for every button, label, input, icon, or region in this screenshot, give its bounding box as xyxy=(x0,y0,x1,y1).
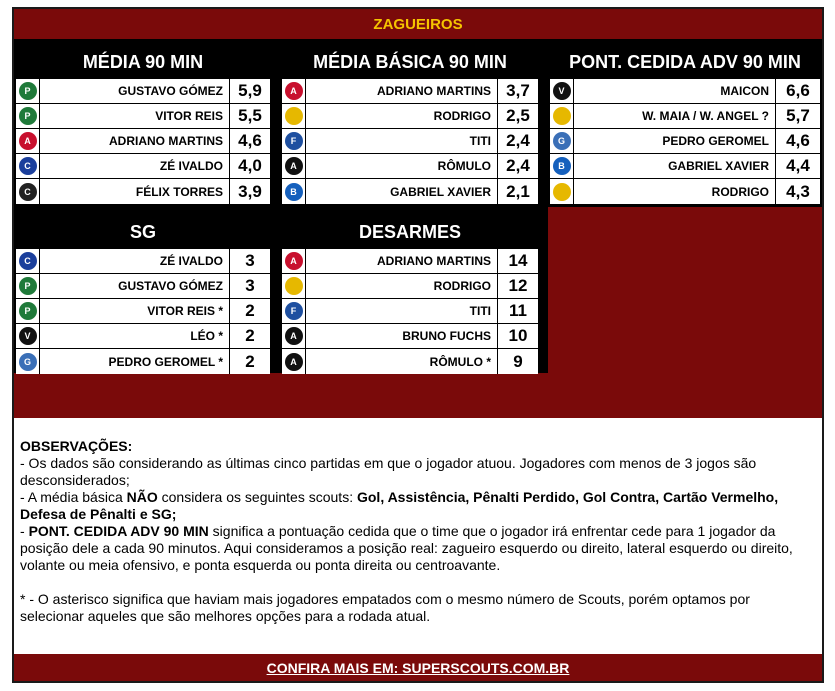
player-name: ADRIANO MARTINS xyxy=(306,249,498,273)
player-name: ZÉ IVALDO xyxy=(40,249,230,273)
player-row xyxy=(550,129,820,154)
team-crest-cell xyxy=(282,104,306,128)
palmeiras-crest-icon: P xyxy=(19,82,37,100)
player-name: PEDRO GEROMEL * xyxy=(40,349,230,374)
player-name: ADRIANO MARTINS xyxy=(306,79,498,103)
team-crest-cell xyxy=(16,179,40,204)
player-value: 3 xyxy=(245,251,255,270)
player-row xyxy=(282,299,538,324)
player-value: 2 xyxy=(245,301,255,320)
gremio-crest-icon: G xyxy=(19,353,37,371)
player-list xyxy=(282,79,538,204)
team-crest-cell xyxy=(282,299,306,323)
player-row xyxy=(282,249,538,274)
palmeiras-crest-icon: P xyxy=(19,277,37,295)
player-row xyxy=(16,299,270,324)
bahia-crest-icon: B xyxy=(285,183,303,201)
team-crest-cell xyxy=(282,79,306,103)
player-name: VITOR REIS xyxy=(40,104,230,128)
fortaleza-crest-icon: F xyxy=(285,132,303,150)
vasco-crest-icon: V xyxy=(553,82,571,100)
bahia-crest-icon: B xyxy=(553,157,571,175)
team-crest-cell xyxy=(16,349,40,374)
player-name: RODRIGO xyxy=(306,274,498,298)
player-value: 4,3 xyxy=(786,181,810,201)
team-crest-cell xyxy=(282,154,306,178)
player-name: RÔMULO * xyxy=(306,349,498,374)
vasco-crest-icon: V xyxy=(19,327,37,345)
player-value: 4,0 xyxy=(238,156,262,175)
atletico-mg-crest-icon: A xyxy=(285,157,303,175)
player-value: 10 xyxy=(508,326,528,345)
player-value: 6,6 xyxy=(786,81,810,100)
team-crest-cell xyxy=(282,274,306,298)
player-name: BRUNO FUCHS xyxy=(306,324,498,348)
player-list xyxy=(16,79,270,204)
section-media-90 xyxy=(16,45,270,204)
player-row xyxy=(16,324,270,349)
player-row xyxy=(550,79,820,104)
section-title: MÉDIA 90 MIN xyxy=(16,45,270,79)
atletico-go-crest-icon: A xyxy=(19,132,37,150)
player-name: VITOR REIS * xyxy=(40,299,230,323)
cruzeiro-crest-icon: C xyxy=(19,157,37,175)
atletico-mg-crest-icon: A xyxy=(285,353,303,371)
team-crest-cell xyxy=(16,154,40,178)
player-row xyxy=(282,104,538,129)
player-row xyxy=(16,249,270,274)
player-value: 2 xyxy=(245,351,255,371)
zagueiros-panel xyxy=(12,7,824,683)
palmeiras-crest-icon: P xyxy=(19,107,37,125)
player-name: GUSTAVO GÓMEZ xyxy=(40,274,230,298)
player-row xyxy=(16,274,270,299)
observations-heading: OBSERVAÇÕES: xyxy=(20,438,133,454)
cruzeiro-crest-icon: C xyxy=(19,252,37,270)
atletico-go-crest-icon: A xyxy=(285,252,303,270)
atletico-go-crest-icon: A xyxy=(285,82,303,100)
team-crest-cell xyxy=(550,129,574,153)
page-title: ZAGUEIROS xyxy=(373,15,463,33)
player-row xyxy=(282,324,538,349)
player-value: 3 xyxy=(245,276,255,295)
player-name: RÔMULO xyxy=(306,154,498,178)
footer-link[interactable]: CONFIRA MAIS EM: SUPERSCOUTS.COM.BR xyxy=(266,659,570,676)
team-crest-cell xyxy=(550,154,574,178)
player-row xyxy=(550,179,820,204)
section-title: PONT. CEDIDA ADV 90 MIN xyxy=(550,45,820,79)
team-crest-cell xyxy=(282,179,306,204)
team-crest-cell xyxy=(16,129,40,153)
player-row xyxy=(16,179,270,204)
player-name: RODRIGO xyxy=(306,104,498,128)
player-name: RODRIGO xyxy=(574,179,776,204)
player-row xyxy=(282,274,538,299)
team-crest-cell xyxy=(282,249,306,273)
obs-text: significa a pontuação cedida que o time que o jogador irá enfrentar cede para 1 jogador da posição dele a cada 90 minutos. Aqui consideramos a posição real: zagueiro esquerdo ou direito, lateral esquerdo ou direito, volante ou meia ofensivo, e ponta esquerda ou ponta direita ou centroavante. xyxy=(20,523,793,573)
criciuma-crest-icon xyxy=(285,107,303,125)
player-row xyxy=(282,179,538,204)
obs-text: - xyxy=(20,523,29,539)
player-row xyxy=(16,129,270,154)
player-row xyxy=(282,79,538,104)
player-name: GABRIEL XAVIER xyxy=(306,179,498,204)
player-row xyxy=(550,154,820,179)
player-name: FÉLIX TORRES xyxy=(40,179,230,204)
criciuma-crest-icon xyxy=(285,277,303,295)
observation-media-basica xyxy=(20,489,816,523)
team-crest-cell xyxy=(16,249,40,273)
footer-bar xyxy=(14,654,822,681)
player-value: 4,6 xyxy=(238,131,262,150)
team-crest-cell xyxy=(16,324,40,348)
player-value: 2,1 xyxy=(506,181,530,201)
criciuma-crest-icon xyxy=(553,183,571,201)
obs-text: - A média básica xyxy=(20,489,127,505)
team-crest-cell xyxy=(16,274,40,298)
player-name: MAICON xyxy=(574,79,776,103)
player-name: GUSTAVO GÓMEZ xyxy=(40,79,230,103)
player-value: 9 xyxy=(513,351,523,371)
team-crest-cell xyxy=(282,129,306,153)
obs-emphasis: PONT. CEDIDA ADV 90 MIN xyxy=(28,523,209,539)
gremio-crest-icon: G xyxy=(553,132,571,150)
player-value: 12 xyxy=(508,276,528,295)
player-name: TITI xyxy=(306,129,498,153)
player-name: GABRIEL XAVIER xyxy=(574,154,776,178)
player-list xyxy=(550,79,820,204)
section-title: SG xyxy=(16,215,270,249)
section-pont-cedida xyxy=(550,45,820,204)
team-crest-cell xyxy=(282,349,306,374)
player-row xyxy=(16,104,270,129)
player-row xyxy=(16,79,270,104)
player-value: 2,5 xyxy=(506,106,530,125)
player-row xyxy=(282,154,538,179)
section-title: DESARMES xyxy=(282,215,538,249)
player-value: 4,6 xyxy=(786,131,810,150)
observation-asterisk: * - O asterisco significa que haviam mais jogadores empatados com o mesmo número de Scouts, porém optamos por selecionar aqueles que são melhores opções para a rodada atual. xyxy=(20,591,750,624)
observation-pont-cedida xyxy=(20,523,816,574)
player-value: 14 xyxy=(508,251,528,270)
team-crest-cell xyxy=(16,299,40,323)
section-media-basica xyxy=(282,45,538,204)
observation-data-period: - Os dados são considerando as últimas cinco partidas em que o jogador atuou. Jogadores com menos de 3 jogos são desconsiderados; xyxy=(20,455,757,488)
obs-emphasis: NÃO xyxy=(126,489,158,505)
player-row xyxy=(282,349,538,374)
team-crest-cell xyxy=(16,104,40,128)
section-desarmes xyxy=(282,215,538,374)
player-name: TITI xyxy=(306,299,498,323)
player-value: 3,7 xyxy=(506,81,530,100)
team-crest-cell xyxy=(550,104,574,128)
player-name: ADRIANO MARTINS xyxy=(40,129,230,153)
player-row xyxy=(550,104,820,129)
team-crest-cell xyxy=(282,324,306,348)
section-sg xyxy=(16,215,270,374)
player-value: 11 xyxy=(509,301,527,320)
corinthians-crest-icon: C xyxy=(19,183,37,201)
player-row xyxy=(16,349,270,374)
player-list xyxy=(282,249,538,374)
fortaleza-crest-icon: F xyxy=(285,302,303,320)
player-name: W. MAIA / W. ANGEL ? xyxy=(574,104,776,128)
player-list xyxy=(16,249,270,374)
player-value: 3,9 xyxy=(238,181,262,201)
team-crest-cell xyxy=(550,179,574,204)
criciuma-crest-icon xyxy=(553,107,571,125)
player-value: 5,7 xyxy=(786,106,810,125)
palmeiras-crest-icon: P xyxy=(19,302,37,320)
player-value: 2,4 xyxy=(506,131,530,150)
obs-emphasis: Gol, Assistência, Pênalti Perdido, Gol Contra, Cartão Vermelho, Defesa de Pênalti e SG; xyxy=(20,489,779,522)
player-name: LÉO * xyxy=(40,324,230,348)
player-value: 5,5 xyxy=(238,106,262,125)
player-value: 2,4 xyxy=(506,156,530,175)
player-name: PEDRO GEROMEL xyxy=(574,129,776,153)
section-title: MÉDIA BÁSICA 90 MIN xyxy=(282,45,538,79)
team-crest-cell xyxy=(550,79,574,103)
player-row xyxy=(282,129,538,154)
player-name: ZÉ IVALDO xyxy=(40,154,230,178)
player-value: 4,4 xyxy=(786,156,810,175)
team-crest-cell xyxy=(16,79,40,103)
obs-text: considera os seguintes scouts: xyxy=(157,489,357,505)
observations-box xyxy=(14,418,822,654)
player-row xyxy=(16,154,270,179)
player-value: 5,9 xyxy=(238,81,262,100)
player-value: 2 xyxy=(245,326,255,345)
atletico-mg-crest-icon: A xyxy=(285,327,303,345)
